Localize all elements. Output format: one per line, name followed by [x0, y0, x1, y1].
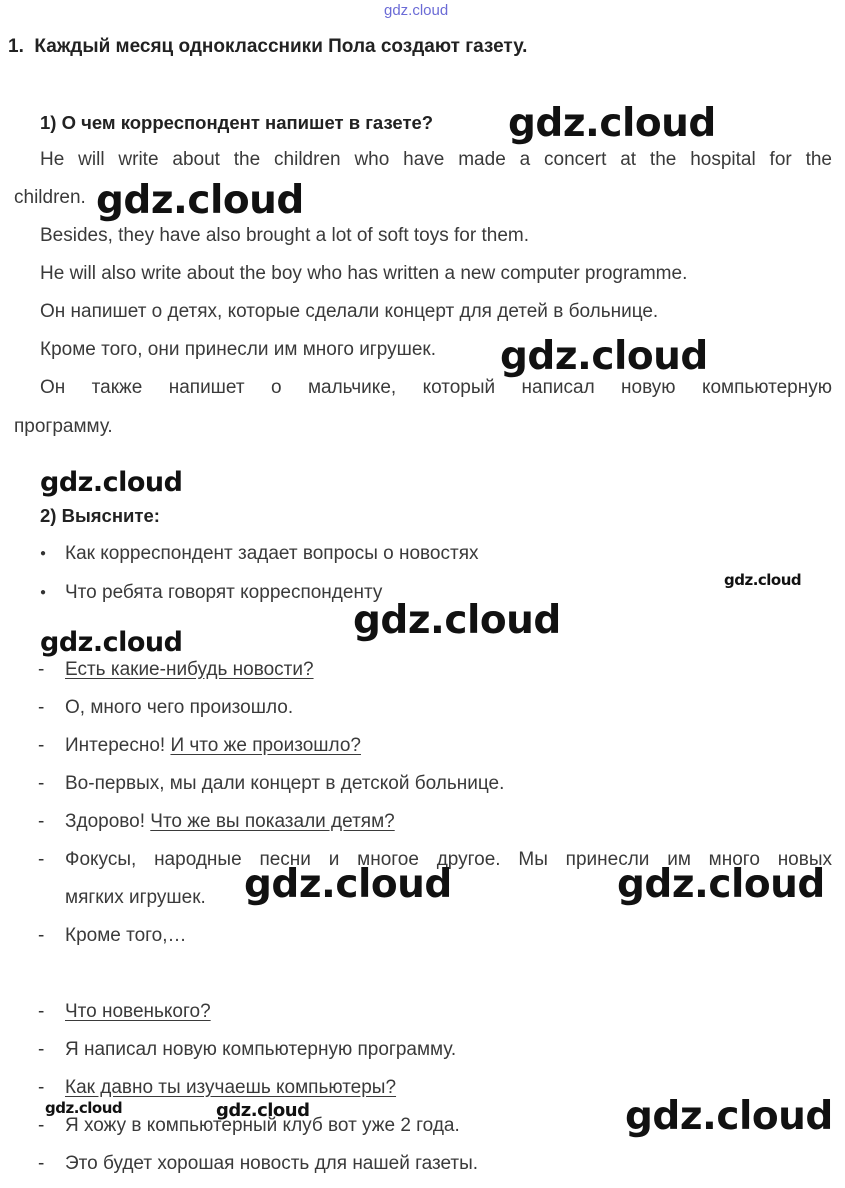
dash: -: [38, 1115, 45, 1136]
underlined-question: И что же произошло?: [170, 735, 361, 756]
part-2-title: 2) Выясните:: [40, 505, 160, 526]
en-line-2: Besides, they have also brought a lot of soft toys for them.: [40, 225, 529, 246]
dialogue-line: Я хожу в компьютерный клуб вот уже 2 года.: [65, 1115, 460, 1136]
dialogue-line: [65, 1077, 396, 1099]
dialogue-text: Интересно!: [65, 735, 171, 756]
watermark: gdz.cloud: [40, 467, 183, 498]
underlined-question: Как давно ты изучаешь компьютеры?: [65, 1077, 397, 1098]
dialogue-line: О, много чего произошло.: [65, 697, 294, 718]
task-number: 1.: [8, 36, 24, 57]
en-line-1a: He will write about the children who have made a concert at the hospital for the: [40, 149, 832, 170]
bullet-item-2: Что ребята говорят корреспонденту: [65, 582, 383, 603]
bullet-icon: ●: [40, 548, 47, 559]
dash: -: [38, 659, 45, 680]
underlined-question: Что новенького?: [65, 1001, 211, 1022]
dialogue-line: Это будет хорошая новость для нашей газеты.: [65, 1153, 479, 1174]
underlined-question: Что же вы показали детям?: [150, 811, 395, 832]
dash: -: [38, 925, 45, 946]
bullet-icon: ●: [40, 587, 47, 598]
watermark: gdz.cloud: [40, 627, 183, 658]
watermark: gdz.cloud: [617, 862, 825, 907]
ru-line-2: Кроме того, они принесли им много игрушек.: [40, 339, 436, 360]
watermark: gdz.cloud: [625, 1094, 833, 1139]
dialogue-line: Я написал новую компьютерную программу.: [65, 1039, 457, 1060]
dash: -: [38, 697, 45, 718]
bullet-item-1: Как корреспондент задает вопросы о новостях: [65, 543, 479, 564]
watermark: gdz.cloud: [353, 598, 561, 643]
dialogue-line-cont: мягких игрушек.: [65, 887, 206, 908]
dialogue-line: Во-первых, мы дали концерт в детской больнице.: [65, 773, 505, 794]
dash: -: [38, 1001, 45, 1022]
dash: -: [38, 1077, 45, 1098]
dash: -: [38, 849, 45, 870]
watermark: gdz.cloud: [216, 1100, 310, 1121]
question-1: 1) О чем корреспондент напишет в газете?: [40, 112, 434, 133]
dash: -: [38, 1153, 45, 1174]
watermark: gdz.cloud: [508, 101, 716, 146]
watermark: gdz.cloud: [45, 1099, 123, 1117]
ru-line-1: Он напишет о детях, которые сделали концерт для детей в больнице.: [40, 301, 659, 322]
ru-line-3b: программу.: [14, 416, 113, 437]
ru-line-3a: Он также напишет о мальчике, который написал новую компьютерную: [40, 377, 832, 398]
underlined-question: Есть какие-нибудь новости?: [65, 659, 314, 680]
dialogue-line: [65, 1001, 211, 1023]
dash: -: [38, 735, 45, 756]
dash: -: [38, 773, 45, 794]
dialogue-line: [65, 811, 395, 833]
watermark: gdz.cloud: [96, 178, 304, 223]
dialogue-text: Здорово!: [65, 811, 151, 832]
watermark: gdz.cloud: [500, 334, 708, 379]
watermark: gdz.cloud: [724, 571, 802, 589]
task-title-text: Каждый месяц одноклассники Пола создают газету.: [34, 36, 528, 57]
dialogue-line: [65, 735, 361, 757]
en-line-3: He will also write about the boy who has written a new computer programme.: [40, 263, 688, 284]
dialogue-line: [65, 659, 314, 681]
dialogue-line: Кроме того,…: [65, 925, 187, 946]
watermark: gdz.cloud: [244, 862, 452, 907]
header-watermark: gdz.cloud: [384, 2, 449, 19]
dash: -: [38, 811, 45, 832]
en-line-1b: children.: [14, 187, 86, 208]
dash: -: [38, 1039, 45, 1060]
task-title: [8, 36, 527, 58]
dialogue-line: Фокусы, народные песни и многое другое. Мы принесли им много новых: [65, 849, 832, 870]
